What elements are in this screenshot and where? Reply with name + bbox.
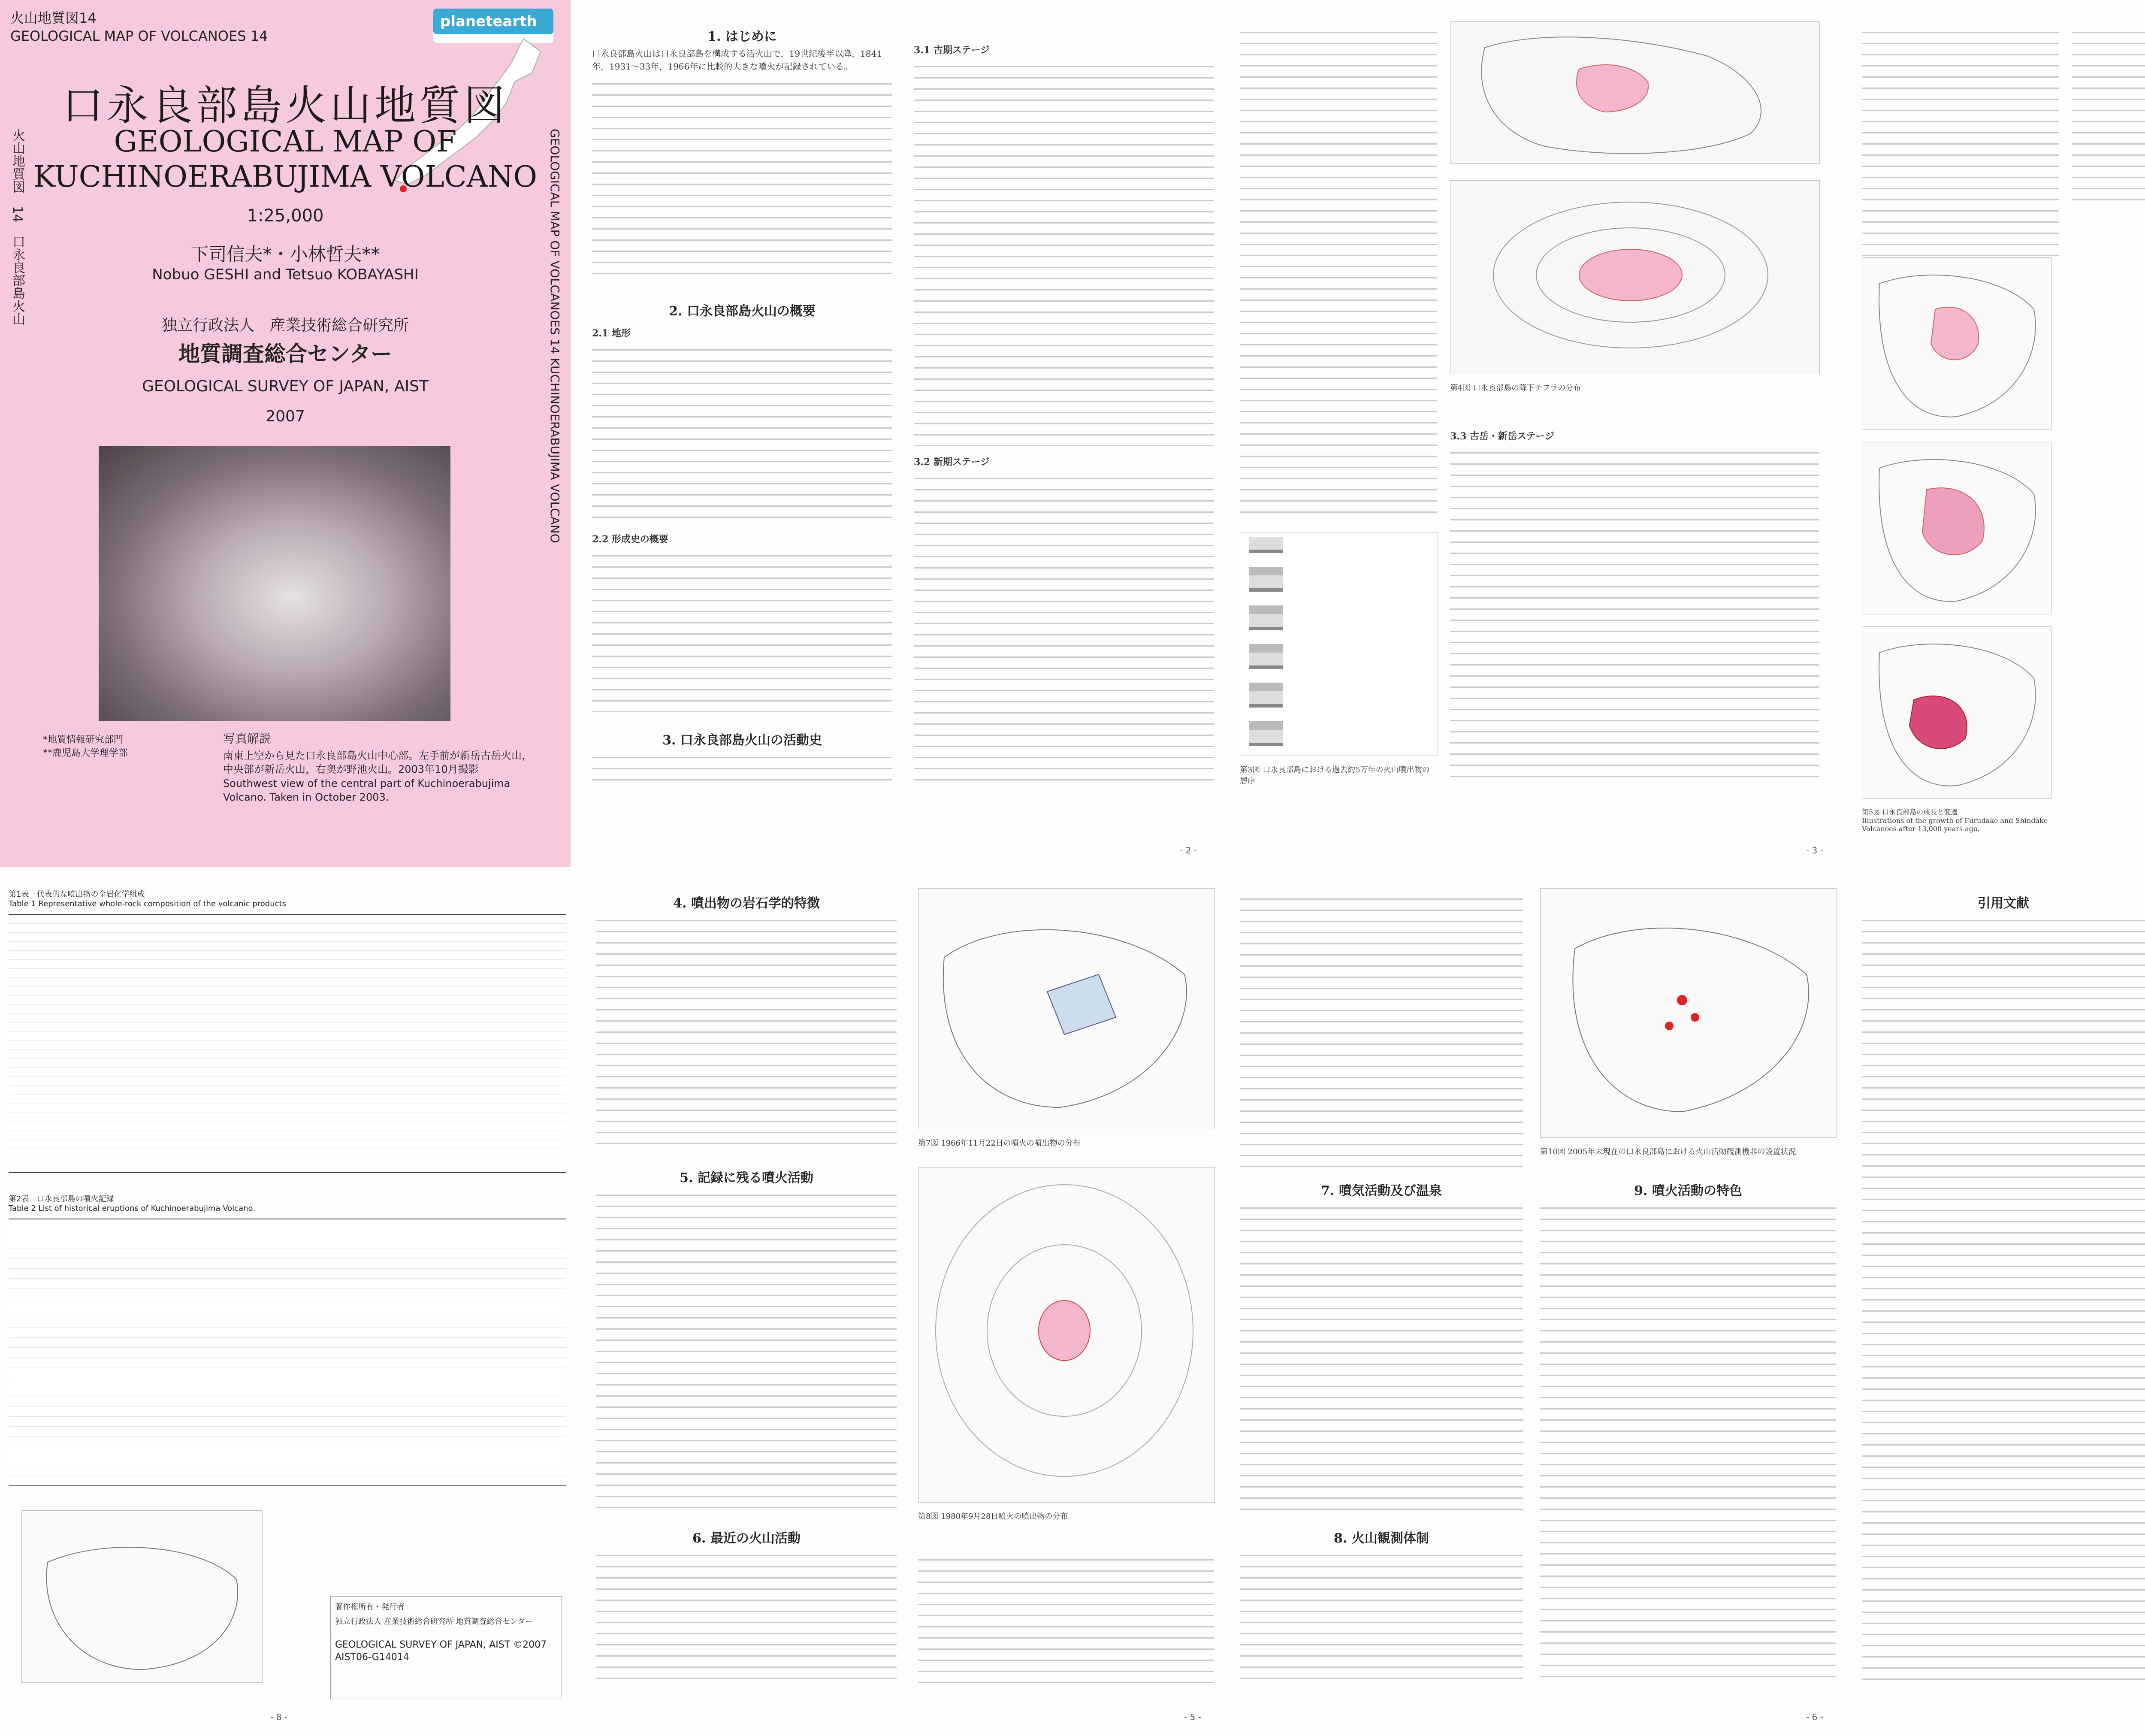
table-2 (9, 1219, 566, 1486)
english-title: GEOLOGICAL MAP OF KUCHINOERABUJIMA VOLCANO (33, 125, 538, 194)
page-number: - 5 - (1184, 1712, 1201, 1722)
page-number: - 3 - (1806, 845, 1823, 856)
eruption-1966-map (918, 888, 1215, 1129)
text-block (592, 549, 892, 712)
growth-map-2 (1862, 442, 2051, 614)
photo-caption: 南東上空から見た口永良部島火山中心部。左手前が新岳古岳火山，中央部が新岳火山，右奥が野池火山。2003年10月撮影 Southwest view of the central part of Kuchinoerabujima Volcano. Taken in October 2003. (223, 750, 532, 804)
section-heading-3: 3. 口永良部島火山の活動史 (662, 733, 822, 748)
text-block (918, 1553, 1214, 1686)
island-index-map (21, 1510, 263, 1683)
section-heading-1: 1. はじめに (707, 29, 777, 44)
page-7 (1862, 884, 2145, 1725)
spine-text-jp: 火山地質図 14 口永良部島火山 (10, 129, 25, 326)
page-8 (4, 884, 575, 1725)
text-block (596, 914, 897, 1154)
figure-8-caption: 第8図 1980年9月28日噴火の噴出物の分布 (918, 1512, 1068, 1521)
section-heading-9: 9. 噴火活動の特色 (1634, 1183, 1742, 1198)
map-scale: 1:25,000 (247, 206, 324, 226)
text-block (914, 60, 1214, 446)
page-number: - 2 - (1180, 845, 1197, 856)
distribution-map-2 (1450, 180, 1820, 374)
subsection-3-1: 3.1 古期ステージ (914, 45, 990, 56)
section-heading-6: 6. 最近の火山活動 (692, 1531, 801, 1546)
text-block (596, 1549, 897, 1686)
text-block (592, 751, 892, 781)
subsection-2-2: 2.2 形成史の概要 (592, 534, 668, 545)
subsection-2-1: 2.1 地形 (592, 328, 631, 339)
page-5 (592, 884, 1223, 1725)
text-block (1862, 26, 2059, 257)
figure-5-caption: 第5図 口永良部島の成長と変遷 Illustrations of the growth of Furudake and Shindake Volcanoes after 13,000 years ago. (1862, 808, 2048, 833)
references-heading: 引用文献 (1978, 896, 2029, 911)
spine-text-en: GEOLOGICAL MAP OF VOLCANOES 14 KUCHINOERABUJIMA VOLCANO (548, 129, 562, 543)
page-2 (588, 17, 1223, 858)
publication-year: 2007 (266, 408, 305, 425)
text-block (1240, 26, 1437, 519)
page-title: 口永良部島火山地質図 (62, 82, 508, 130)
table-1-title: 第1表 代表的な噴出物の全岩化学組成 Table 1 Representative whole-rock composition of the volcanic products (9, 890, 286, 908)
subsection-3-2: 3.2 新期ステージ (914, 457, 990, 468)
text-block (1240, 1549, 1523, 1686)
table-1 (9, 914, 566, 1173)
stratigraphic-column (1240, 532, 1438, 756)
colophon-box: 著作権所有・発行者 独立行政法人 産業技術総合研究所 地質調査総合センター GEOLOGICAL SURVEY OF JAPAN, AIST ©2007 AIST06-G14014 (330, 1596, 562, 1699)
contour-map-icon (1450, 22, 1819, 163)
subsection-3-3: 3.3 古岳・新岳ステージ (1450, 431, 1555, 442)
cover-page (0, 0, 571, 867)
footnotes: *地質情報研究部門 **鹿児島大学理学部 (43, 735, 128, 759)
series-title: 火山地質図14 GEOLOGICAL MAP OF VOLCANOES 14 (10, 10, 268, 44)
intro-text-block (592, 77, 892, 283)
text-block (1540, 1201, 1836, 1686)
section-heading-2: 2. 口永良部島火山の概要 (669, 304, 816, 319)
growth-map-3 (1862, 626, 2051, 799)
page-3 (1240, 17, 1845, 858)
figure-4-caption: 第4図 口永良部島の降下テフラの分布 (1450, 384, 1581, 393)
table-2-title: 第2表 口永良部島の噴火記録 Table 2 List of historical eruptions of Kuchinoerabujima Volcano. (9, 1195, 255, 1213)
references-list (1862, 914, 2145, 1686)
section-heading-5: 5. 記録に残る噴火活動 (680, 1170, 813, 1186)
text-block (1240, 1201, 1523, 1510)
station-marker-icon (1677, 995, 1687, 1005)
org-line-1: 独立行政法人 産業技術総合研究所 (161, 317, 409, 334)
figure-10-caption: 第10図 2005年末現在の口永良部島における火山活動観測機器の設置状況 (1540, 1147, 1796, 1156)
authors-en: Nobuo GESHI and Tetsuo KOBAYASHI (152, 266, 419, 283)
org-line-2: 地質調査総合センター (178, 342, 392, 366)
authors-jp: 下司信夫*・小林哲夫** (190, 244, 380, 265)
figure-3-caption: 第3図 口永良部島における過去約5万年の火山噴出物の層序 (1240, 765, 1430, 786)
page-4 (1862, 17, 2145, 858)
page-number: - 6 - (1806, 1712, 1823, 1722)
section-heading-7: 7. 噴気活動及び温泉 (1321, 1183, 1442, 1198)
text-block (2072, 26, 2145, 206)
eruption-1980-map (918, 1167, 1215, 1503)
photo-caption-title: 写真解説 (223, 732, 272, 746)
intro-paragraph: 口永良部島火山は口永良部島を構成する活火山で，19世紀後半以降，1841年，1931〜33年，1966年に比較的大きな噴火が記録されている。 (592, 48, 882, 72)
planetearth-logo: planetearth (433, 9, 553, 43)
page-6 (1240, 884, 1845, 1725)
distribution-map-1 (1450, 21, 1820, 164)
observation-network-map (1540, 888, 1837, 1138)
text-block (1450, 446, 1819, 781)
growth-map-1 (1862, 257, 2051, 430)
text-block (596, 1189, 897, 1515)
text-block (914, 472, 1214, 781)
section-heading-8: 8. 火山観測体制 (1334, 1531, 1429, 1546)
figure-7-caption: 第7図 1966年11月22日の噴火の噴出物の分布 (918, 1139, 1081, 1148)
volcano-photo (99, 446, 450, 721)
text-block (592, 343, 892, 523)
text-block (1240, 892, 1523, 1167)
org-en: GEOLOGICAL SURVEY OF JAPAN, AIST (142, 378, 429, 395)
section-heading-4: 4. 噴出物の岩石学的特徴 (673, 896, 820, 911)
page-number: - 8 - (270, 1712, 287, 1722)
